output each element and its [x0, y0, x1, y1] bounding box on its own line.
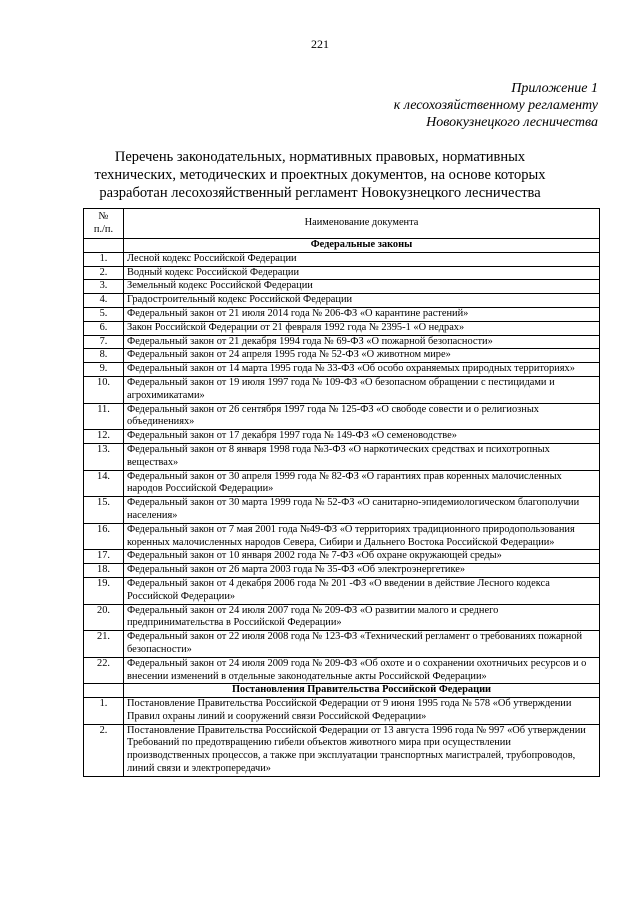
- table-row: [84, 564, 600, 578]
- document-name: Федеральный закон от 10 января 2002 года № 7-ФЗ «Об охране окружающей среды»: [124, 550, 600, 564]
- table-row: [84, 321, 600, 335]
- section-title-federal-laws: Федеральные законы: [124, 239, 600, 253]
- document-name: Федеральный закон от 26 сентября 1997 года № 125-ФЗ «О свободе совести и о религиозных объединениях»: [124, 403, 600, 430]
- table-row: [84, 604, 600, 631]
- appendix-line-2: к лесохозяйственному регламенту: [393, 98, 598, 113]
- table-row: [84, 307, 600, 321]
- page-number: 221: [311, 37, 329, 51]
- documents-table: [83, 208, 600, 777]
- table-row: [84, 430, 600, 444]
- document-name: Федеральный закон от 4 декабря 2006 года № 201 -ФЗ «О введении в действие Лесного кодекса Российской Федерации»: [124, 577, 600, 604]
- appendix-line-1: Приложение 1: [511, 81, 598, 96]
- row-number: 9.: [84, 363, 124, 377]
- table-row: [84, 280, 600, 294]
- table-row: [84, 403, 600, 430]
- row-number: 1.: [84, 698, 124, 725]
- document-name: Федеральный закон от 8 января 1998 года №3-ФЗ «О наркотических средствах и психотропных веществах»: [124, 443, 600, 470]
- row-number: 10.: [84, 376, 124, 403]
- table-row: [84, 363, 600, 377]
- appendix-line-3: Новокузнецкого лесничества: [426, 115, 598, 130]
- row-number: 6.: [84, 321, 124, 335]
- section-title-government-decrees: Постановления Правительства Российской Федерации: [124, 684, 600, 698]
- section-row-federal-laws: [84, 239, 600, 253]
- document-name: Федеральный закон от 30 апреля 1999 года № 82-ФЗ «О гарантиях прав коренных малочисленных народов Российской Федерации»: [124, 470, 600, 497]
- row-number: 20.: [84, 604, 124, 631]
- header-name-cell: Наименование документа: [124, 209, 600, 239]
- table-row: [84, 631, 600, 658]
- table-body: [84, 239, 600, 777]
- table-row: [84, 550, 600, 564]
- title-line-1: Перечень законодательных, нормативных правовых, нормативных: [114, 149, 526, 165]
- table-row: [84, 497, 600, 524]
- document-name: Федеральный закон от 19 июля 1997 года № 109-ФЗ «О безопасном обращении с пестицидами и агрохимикатами»: [124, 376, 600, 403]
- table-row: [84, 724, 600, 776]
- document-name: Федеральный закон от 24 апреля 1995 года № 52-ФЗ «О животном мире»: [124, 349, 600, 363]
- row-number: 7.: [84, 335, 124, 349]
- document-name: Водный кодекс Российской Федерации: [124, 266, 600, 280]
- row-number: 2.: [84, 266, 124, 280]
- row-number: 2.: [84, 724, 124, 776]
- table-row: [84, 577, 600, 604]
- row-number: 22.: [84, 657, 124, 684]
- document-name: Федеральный закон от 7 мая 2001 года №49-ФЗ «О территориях традиционного природопользования коренных малочисленных народов Севера, Сибири и Дальнего Востока Российской Федерации»: [124, 523, 600, 550]
- table-row: [84, 376, 600, 403]
- document-name: Федеральный закон от 17 декабря 1997 года № 149-ФЗ «О семеноводстве»: [124, 430, 600, 444]
- table-row: [84, 657, 600, 684]
- section-empty-cell: [84, 684, 124, 698]
- document-name: Федеральный закон от 24 июля 2009 года № 209-ФЗ «Об охоте и о сохранении охотничьих ресурсов и о внесении изменений в отдельные законодательные акты Российской Федерации»: [124, 657, 600, 684]
- row-number: 12.: [84, 430, 124, 444]
- appendix-caption: [394, 80, 598, 131]
- row-number: 8.: [84, 349, 124, 363]
- section-row-government-decrees: [84, 684, 600, 698]
- table-row: [84, 349, 600, 363]
- document-name: Постановление Правительства Российской Федерации от 9 июня 1995 года № 578 «Об утверждении Правил охраны линий и сооружений связи Российской Федерации»: [124, 698, 600, 725]
- table-row: [84, 698, 600, 725]
- row-number: 15.: [84, 497, 124, 524]
- table-row: [84, 523, 600, 550]
- header-number-line-1: №: [98, 210, 109, 222]
- row-number: 14.: [84, 470, 124, 497]
- table-row: [84, 470, 600, 497]
- section-empty-cell: [84, 239, 124, 253]
- document-name: Федеральный закон от 26 марта 2003 года № 35-ФЗ «Об электроэнергетике»: [124, 564, 600, 578]
- table-row: [84, 335, 600, 349]
- document-name: Федеральный закон от 14 марта 1995 года № 33-ФЗ «Об особо охраняемых природных территориях»: [124, 363, 600, 377]
- title-line-3: разработан лесохозяйственный регламент Новокузнецкого лесничества: [99, 185, 541, 201]
- row-number: 17.: [84, 550, 124, 564]
- document-name: Федеральный закон от 21 декабря 1994 года № 69-ФЗ «О пожарной безопасности»: [124, 335, 600, 349]
- row-number: 11.: [84, 403, 124, 430]
- document-name: Федеральный закон от 21 июля 2014 года № 206-ФЗ «О карантине растений»: [124, 307, 600, 321]
- table-row: [84, 266, 600, 280]
- table-row: [84, 294, 600, 308]
- row-number: 18.: [84, 564, 124, 578]
- table-row: [84, 443, 600, 470]
- document-title: [60, 148, 580, 202]
- document-name: Земельный кодекс Российской Федерации: [124, 280, 600, 294]
- table-header-row: [84, 209, 600, 239]
- document-name: Федеральный закон от 24 июля 2007 года № 209-ФЗ «О развитии малого и среднего предпринимательства в Российской Федерации»: [124, 604, 600, 631]
- row-number: 4.: [84, 294, 124, 308]
- document-name: Постановление Правительства Российской Федерации от 13 августа 1996 года № 997 «Об утверждении Требований по предотвращению гибели объектов животного мира при осуществлении производственных процессов, а также при эксплуатации транспортных магистралей, трубопроводов, линий связи и электропередачи»: [124, 724, 600, 776]
- document-name: Закон Российской Федерации от 21 февраля 1992 года № 2395-1 «О недрах»: [124, 321, 600, 335]
- document-name: Градостроительный кодекс Российской Федерации: [124, 294, 600, 308]
- row-number: 3.: [84, 280, 124, 294]
- document-name: Федеральный закон от 30 марта 1999 года № 52-ФЗ «О санитарно-эпидемиологическом благополучии населения»: [124, 497, 600, 524]
- row-number: 19.: [84, 577, 124, 604]
- row-number: 16.: [84, 523, 124, 550]
- document-name: Лесной кодекс Российской Федерации: [124, 252, 600, 266]
- row-number: 21.: [84, 631, 124, 658]
- header-number-line-2: п./п.: [93, 223, 114, 235]
- header-number-cell: [84, 209, 124, 239]
- table-row: [84, 252, 600, 266]
- row-number: 1.: [84, 252, 124, 266]
- document-name: Федеральный закон от 22 июля 2008 года № 123-ФЗ «Технический регламент о требованиях пожарной безопасности»: [124, 631, 600, 658]
- row-number: 13.: [84, 443, 124, 470]
- row-number: 5.: [84, 307, 124, 321]
- title-line-2: технических, методических и проектных документов, на основе которых: [94, 167, 546, 183]
